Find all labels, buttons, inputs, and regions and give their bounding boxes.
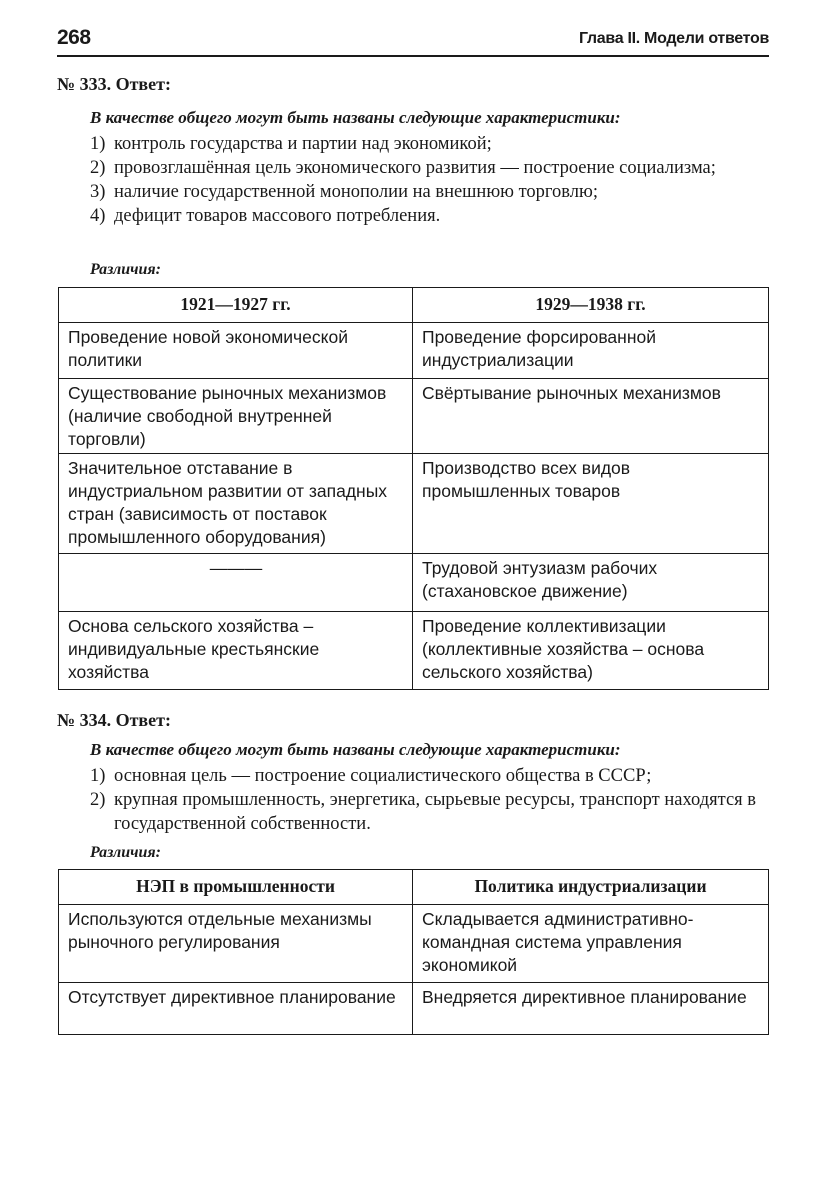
- answer-334-lead: В качестве общего могут быть названы следующие характеристики:: [90, 740, 621, 759]
- table-cell: Складывается административно-командная система управления экономикой: [413, 905, 769, 983]
- chapter-title: Глава II. Модели ответов: [578, 30, 769, 47]
- column-header: Политика индустриализации: [413, 870, 769, 905]
- table-row: [59, 612, 769, 690]
- answer-334-title: № 334. Ответ:: [57, 710, 171, 730]
- answer-334-table: [58, 869, 769, 1035]
- table-cell: Внедряется директивное планирование: [413, 983, 769, 1035]
- table-cell: Проведение коллективизации (коллективные хозяйства – основа сельского хозяйства): [413, 612, 769, 690]
- answer-333-table: [58, 287, 769, 690]
- page-header: [57, 26, 769, 56]
- answer-333-common-list: [90, 132, 766, 228]
- column-header: 1921—1927 гг.: [59, 288, 413, 323]
- answer-333-differences-label: Различия:: [90, 261, 161, 278]
- table-row: [59, 983, 769, 1035]
- answer-334-common-list: [90, 764, 774, 836]
- table-row: [59, 323, 769, 379]
- table-row: [59, 454, 769, 554]
- table-row: [59, 379, 769, 454]
- header-rule: [57, 55, 769, 57]
- list-item: 2) провозглашённая цель экономического развития — построение социализма;: [90, 158, 716, 178]
- table-cell: Проведение форсированной индустриализации: [413, 323, 769, 379]
- answer-333-lead: В качестве общего могут быть названы следующие характеристики:: [90, 108, 621, 127]
- answer-334-differences-label: Различия:: [90, 844, 161, 861]
- list-item: 1) контроль государства и партии над экономикой;: [90, 134, 492, 154]
- table-cell: Существование рыночных механизмов (наличие свободной внутренней торговли): [59, 379, 413, 454]
- answer-333-title: № 333. Ответ:: [57, 74, 171, 94]
- table-cell: Используются отдельные механизмы рыночного регулирования: [59, 905, 413, 983]
- table-cell: Основа сельского хозяйства – индивидуальные крестьянские хозяйства: [59, 612, 413, 690]
- table-header-row: [59, 288, 769, 323]
- list-item: 4) дефицит товаров массового потребления.: [90, 206, 441, 226]
- table-row: [59, 905, 769, 983]
- list-item: 1) основная цель — построение социалистического общества в СССР;: [90, 766, 652, 786]
- table-cell: Трудовой энтузиазм рабочих (стахановское движение): [413, 554, 769, 612]
- table-cell: Отсутствует директивное планирование: [59, 983, 413, 1035]
- table-cell: Значительное отставание в индустриальном развитии от западных стран (зависимость от поставок промышленного оборудования): [59, 454, 413, 554]
- empty-cell-dash: ———: [59, 554, 413, 612]
- table-cell: Свёртывание рыночных механизмов: [413, 379, 769, 454]
- column-header: 1929—1938 гг.: [413, 288, 769, 323]
- table-cell: Проведение новой экономической политики: [59, 323, 413, 379]
- table-header-row: [59, 870, 769, 905]
- column-header: НЭП в промышленности: [59, 870, 413, 905]
- table-cell: Производство всех видов промышленных товаров: [413, 454, 769, 554]
- list-item: 3) наличие государственной монополии на внешнюю торговлю;: [90, 182, 598, 202]
- page-number: 268: [57, 26, 91, 49]
- table-row: [59, 554, 769, 612]
- list-item: 2) крупная промышленность, энергетика, сырьевые ресурсы, транспорт находятся в государственной собственности.: [90, 790, 757, 834]
